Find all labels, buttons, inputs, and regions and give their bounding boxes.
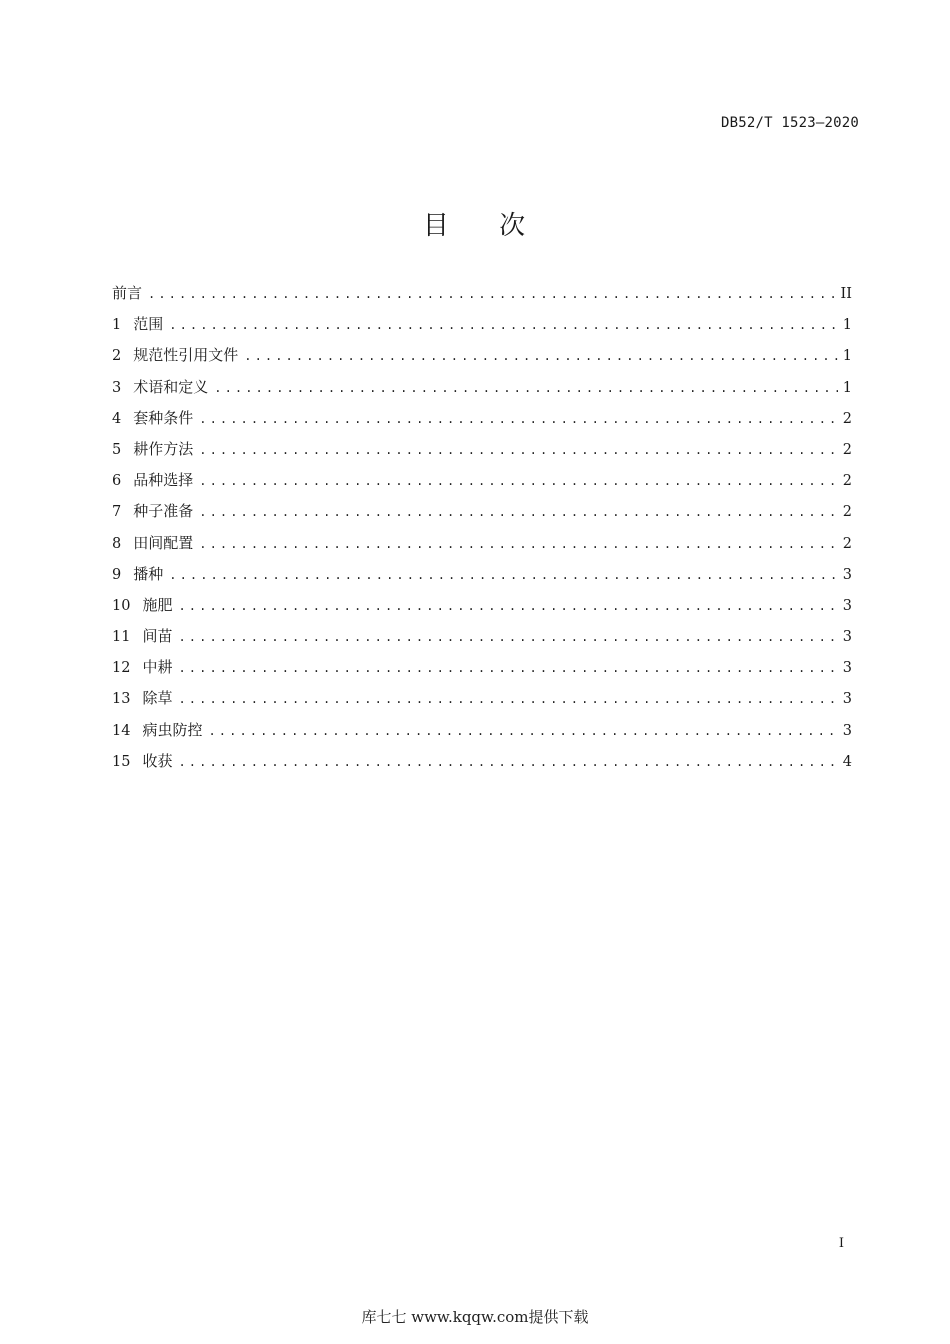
toc-entry-preface[interactable] bbox=[112, 282, 852, 313]
toc-entry-5[interactable] bbox=[112, 438, 852, 469]
toc-leader-dots bbox=[169, 568, 838, 582]
footer-source-text: 库七七 www.kqqw.com提供下载 bbox=[361, 1308, 589, 1326]
toc-entry-number: 1 bbox=[112, 317, 122, 334]
toc-entry-page: 2 bbox=[842, 535, 852, 552]
toc-entry-label: 中耕 bbox=[142, 658, 173, 677]
toc-entry-14[interactable] bbox=[112, 719, 852, 750]
toc-leader-dots bbox=[178, 661, 838, 675]
toc-entry-9[interactable] bbox=[112, 563, 852, 594]
toc-entry-8[interactable] bbox=[112, 532, 852, 563]
toc-entry-label: 范围 bbox=[133, 315, 164, 334]
toc-entry-label: 品种选择 bbox=[133, 471, 194, 490]
title-char-1: 目 bbox=[422, 211, 451, 241]
page-number: I bbox=[838, 1236, 844, 1251]
toc-entry-number: 7 bbox=[112, 504, 122, 521]
toc-entry-number: 13 bbox=[112, 691, 131, 708]
toc-entry-label: 前言 bbox=[112, 284, 143, 302]
toc-entry-number: 5 bbox=[112, 441, 122, 458]
toc-entry-number: 6 bbox=[112, 473, 122, 490]
toc-entry-number: 9 bbox=[112, 566, 122, 583]
toc-entry-number: 14 bbox=[112, 722, 131, 739]
toc-entry-page: 3 bbox=[842, 691, 852, 708]
toc-entry-label: 田间配置 bbox=[133, 533, 194, 552]
toc-leader-dots bbox=[178, 755, 838, 769]
toc-entry-page: 4 bbox=[842, 753, 852, 770]
toc-entry-label: 种子准备 bbox=[133, 502, 194, 521]
toc-entry-13[interactable] bbox=[112, 687, 852, 718]
toc-entry-label: 套种条件 bbox=[133, 408, 194, 427]
toc-entry-page: 1 bbox=[842, 379, 852, 396]
toc-entry-2[interactable] bbox=[112, 344, 852, 375]
toc-entry-page: 3 bbox=[842, 660, 852, 677]
toc-entry-1[interactable] bbox=[112, 313, 852, 344]
toc-entry-page: 2 bbox=[842, 504, 852, 521]
toc-entry-page: 1 bbox=[842, 348, 852, 365]
toc-entry-page: 2 bbox=[842, 441, 852, 458]
toc-entry-label: 耕作方法 bbox=[133, 439, 194, 458]
toc-entry-6[interactable] bbox=[112, 469, 852, 500]
toc-entry-number: 11 bbox=[112, 629, 131, 646]
toc-entry-label: 播种 bbox=[133, 564, 164, 583]
toc-entry-number: 3 bbox=[112, 379, 122, 396]
toc-entry-page: 3 bbox=[842, 722, 852, 739]
toc-entry-7[interactable] bbox=[112, 500, 852, 531]
toc-entry-label: 病虫防控 bbox=[142, 720, 203, 739]
toc-leader-dots bbox=[199, 412, 838, 426]
toc-entry-page: 3 bbox=[842, 597, 852, 614]
toc-entry-page: 2 bbox=[842, 473, 852, 490]
toc-entry-label: 规范性引用文件 bbox=[133, 346, 239, 365]
toc-entry-page: 3 bbox=[842, 566, 852, 583]
toc-entry-12[interactable] bbox=[112, 656, 852, 687]
toc-entry-number: 4 bbox=[112, 410, 122, 427]
toc-leader-dots bbox=[199, 505, 838, 519]
toc-leader-dots bbox=[199, 474, 838, 488]
page-title bbox=[0, 205, 950, 242]
toc-entry-label: 间苗 bbox=[142, 627, 173, 646]
standard-code: DB52/T 1523—2020 bbox=[720, 115, 859, 131]
toc-entry-page: 2 bbox=[842, 410, 852, 427]
table-of-contents bbox=[112, 282, 852, 781]
toc-entry-number: 10 bbox=[112, 597, 131, 614]
toc-entry-number: 15 bbox=[112, 753, 131, 770]
toc-leader-dots bbox=[244, 349, 838, 363]
toc-entry-15[interactable] bbox=[112, 750, 852, 781]
title-char-2: 次 bbox=[499, 211, 528, 241]
toc-entry-10[interactable] bbox=[112, 594, 852, 625]
toc-entry-3[interactable] bbox=[112, 376, 852, 407]
toc-entry-11[interactable] bbox=[112, 625, 852, 656]
toc-entry-label: 收获 bbox=[142, 751, 173, 770]
toc-entry-page: II bbox=[840, 286, 852, 302]
toc-leader-dots bbox=[178, 692, 838, 706]
toc-leader-dots bbox=[214, 381, 838, 395]
toc-entry-number: 2 bbox=[112, 348, 122, 365]
toc-entry-number: 12 bbox=[112, 660, 131, 677]
toc-entry-4[interactable] bbox=[112, 407, 852, 438]
toc-leader-dots bbox=[178, 630, 838, 644]
toc-entry-label: 术语和定义 bbox=[133, 377, 209, 396]
toc-entry-page: 1 bbox=[842, 317, 852, 334]
toc-entry-label: 施肥 bbox=[142, 595, 173, 614]
toc-leader-dots bbox=[169, 318, 838, 332]
toc-leader-dots bbox=[199, 443, 838, 457]
toc-entry-label: 除草 bbox=[142, 689, 173, 708]
toc-leader-dots bbox=[199, 537, 838, 551]
toc-leader-dots bbox=[208, 724, 838, 738]
toc-leader-dots bbox=[148, 287, 837, 301]
toc-entry-page: 3 bbox=[842, 629, 852, 646]
toc-entry-number: 8 bbox=[112, 535, 122, 552]
toc-leader-dots bbox=[178, 599, 838, 613]
